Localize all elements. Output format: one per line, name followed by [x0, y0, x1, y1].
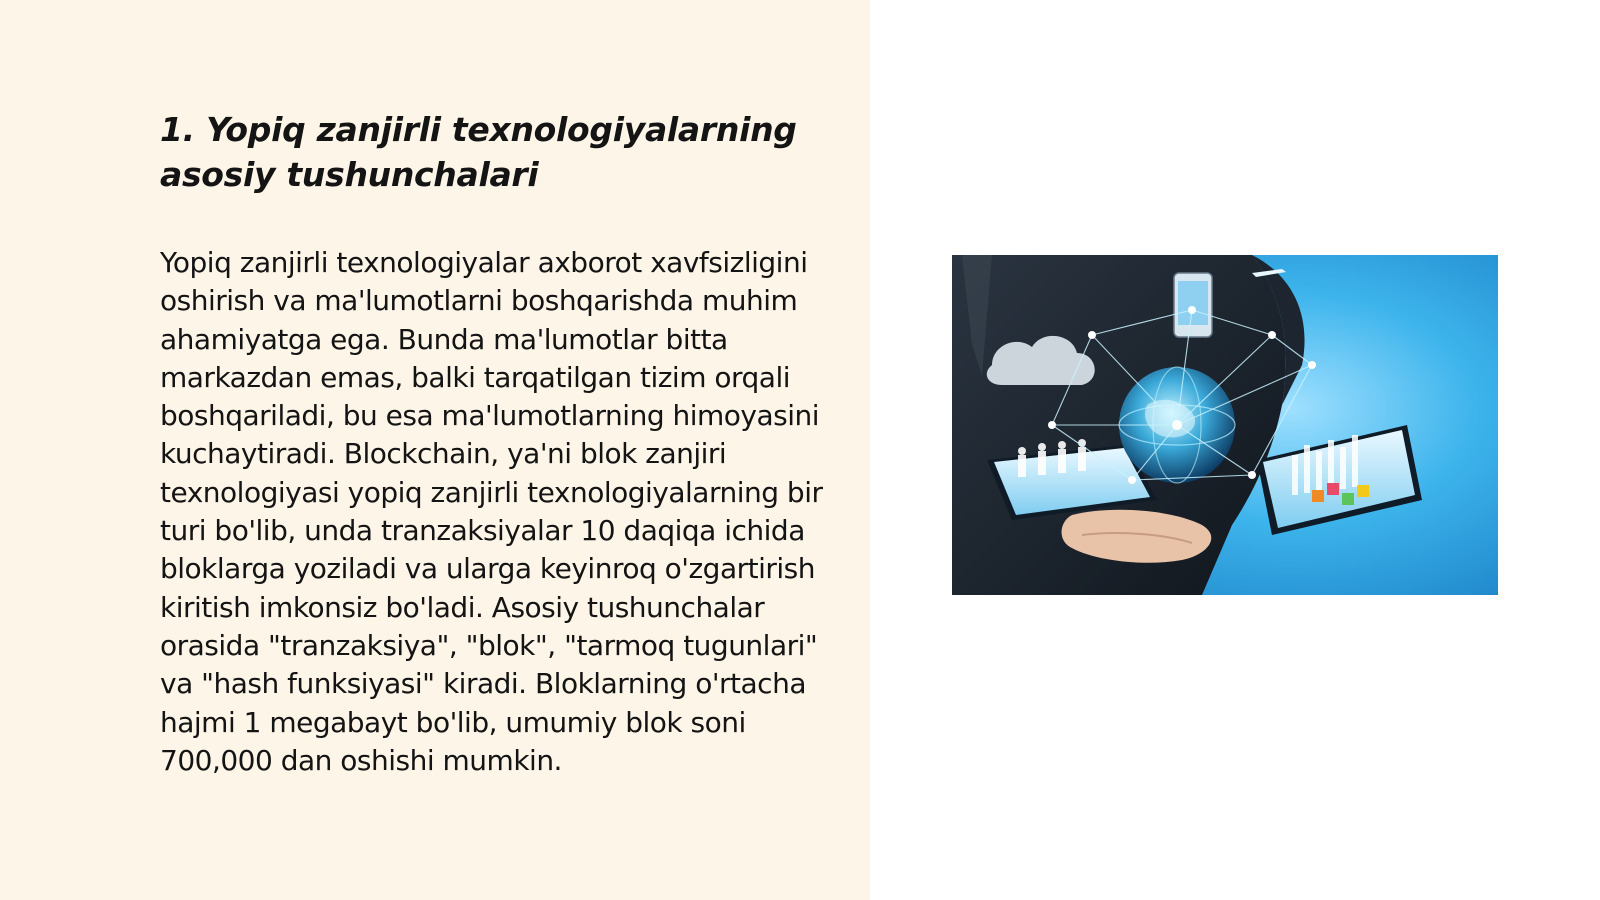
- slide-body-text: Yopiq zanjirli texnologiyalar axborot xavfsizligini oshirish va ma'lumotlarni boshqarishda muhim ahamiyatga ega. Bunda ma'lumotlar bitta markazdan emas, balki tarqatilgan tizim orqali boshqariladi, bu esa ma'lumotlarning himoyasini kuchaytiradi. Blockchain, ya'ni blok zanjiri texnologiyasi yopiq zanjirli texnologiyalarning bir turi bo'lib, unda tranzaksiyalar 10 daqiqa ichida bloklarga yoziladi va ularga keyinroq o'zgartirish kiritish imkonsiz bo'ladi. Asosiy tushunchalar orasida "tranzaksiya", "blok", "tarmoq tugunlari" va "hash funksiyasi" kiradi. Bloklarning o'rtacha hajmi 1 megabayt bo'lib, umumiy blok soni 700,000 dan oshishi mumkin.: [160, 246, 823, 777]
- technology-network-illustration: [952, 255, 1498, 595]
- slide-title: 1. Yopiq zanjirli texnologiyalarning asosiy tushunchalari: [160, 110, 797, 194]
